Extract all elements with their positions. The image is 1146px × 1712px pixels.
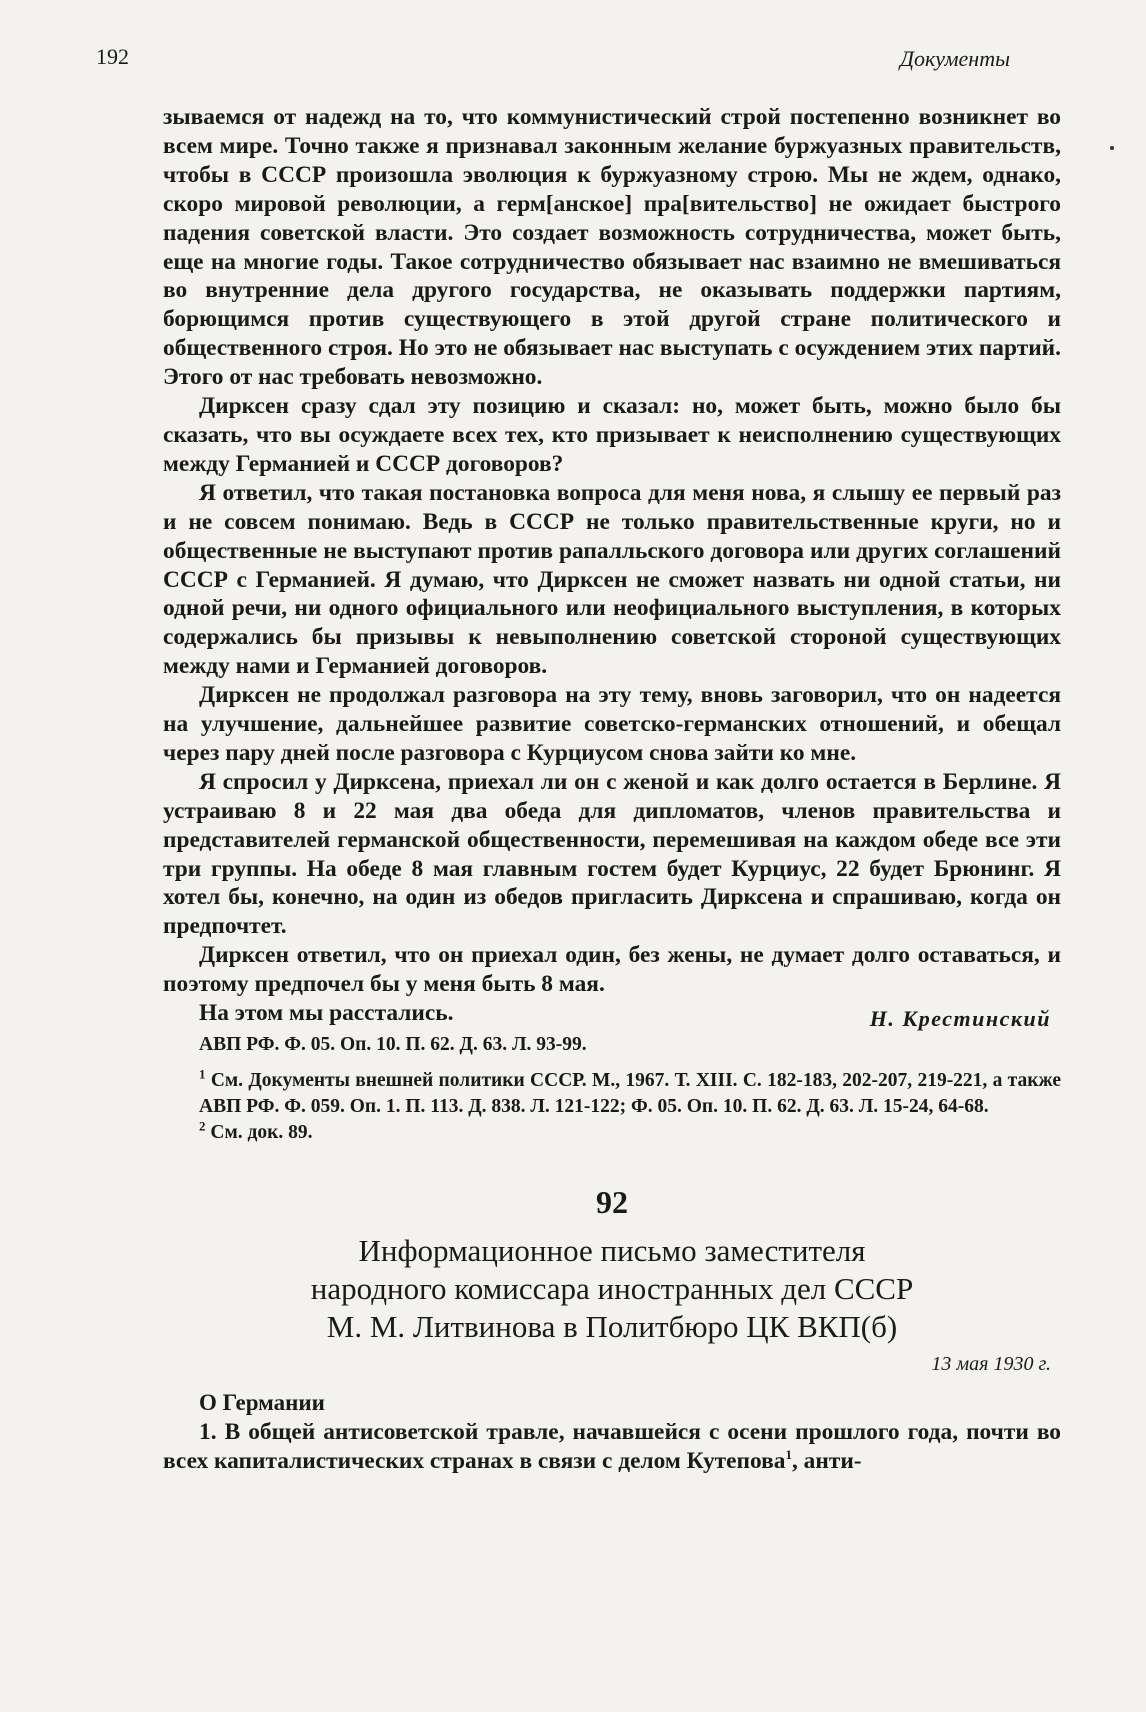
document-number: 92 — [596, 1184, 628, 1221]
main-text — [163, 103, 1061, 1476]
title-line: народного комиссара иностранных дел СССР — [310, 1271, 914, 1307]
footnote-mark: 2 — [199, 1118, 206, 1134]
closing-line: На этом мы расстались. — [199, 1000, 454, 1027]
page-number: 192 — [96, 44, 129, 69]
footnote-text: См. док. 89. — [210, 1122, 313, 1144]
paragraph: Я ответил, что такая постановка вопроса для меня нова, я слышу ее первый раз и не совсем понимаю. Ведь в СССР не только правительственные круги, но и общественные не выступают против рапалльского договора или других соглашений СССР с Германией. Я думаю, что Дирксен не сможет назвать ни одной статьи, ни одной речи, ни одного официального или неофициального выступления, в которых содержались бы призывы к невыполнению советской стороной существующих между нами и Германией договоров. — [163, 479, 1061, 680]
paragraph: Дирксен ответил, что он приехал один, без жены, не думает долго оставаться, и поэтому предпочел бы у меня быть 8 мая. — [163, 942, 1061, 998]
footnote-mark: 1 — [199, 1066, 206, 1082]
closing-row — [163, 999, 1061, 1032]
document-date: 13 мая 1930 г. — [931, 1353, 1051, 1376]
title-line: Информационное письмо заместителя — [358, 1233, 866, 1269]
footnote-text: См. Документы внешней политики СССР. М., 1967. Т. XIII. С. 182-183, 202-207, 219-221, а также АВП РФ. Ф. 059. Оп. 1. П. 113. Д. 838. Л. 121-122; Ф. 05. Оп. 10. П. 62. Д. 63. Л. 15-24, 64-68. — [199, 1070, 1062, 1118]
margin-dot — [1110, 146, 1114, 150]
paragraph-text: 1. В общей антисоветской травле, начавшейся с осени прошлого года, почти во всех капиталистических странах в связи с делом Кутепова — [163, 1418, 1061, 1474]
archive-reference: АВП РФ. Ф. 05. Оп. 10. П. 62. Д. 63. Л. 93-99. — [199, 1034, 587, 1056]
paragraph — [163, 1418, 1061, 1476]
paragraph-tail: , анти- — [791, 1447, 862, 1474]
document-title — [163, 1232, 1061, 1346]
paragraph: Я спросил у Дирксена, приехал ли он с женой и как долго остается в Берлине. Я устраиваю 8 и 22 мая два обеда для дипломатов, членов правительства и представителей германской общественности, перемешивая на каждом обеде все эти три группы. На обеде 8 мая главным гостем будет Курциус, 22 будет Брюнинг. Я хотел бы, конечно, на один из обедов пригласить Дирксена и спрашиваю, когда он предпочтет. — [163, 768, 1061, 940]
footnote — [163, 1120, 1061, 1146]
footnote-ref: 1 — [785, 1447, 792, 1463]
title-line: М. М. Литвинова в Политбюро ЦК ВКП(б) — [326, 1309, 898, 1345]
footnote — [163, 1068, 1061, 1120]
footnotes — [163, 1068, 1061, 1146]
running-title: Документы — [899, 46, 1010, 71]
paragraph: Дирксен сразу сдал эту позицию и сказал: но, может быть, можно было бы сказать, что вы осуждаете всех тех, кто призывает к неисполнению существующих между Германией и СССР договоров? — [163, 393, 1061, 477]
signature: Н. Крестинский — [869, 1006, 1051, 1032]
paragraph: зываемся от надежд на то, что коммунистический строй постепенно возникнет во всем мире. Точно также я признавал законным желание буржуазных правительств, чтобы в СССР произошла эволюция к буржуазному строю. Мы не ждем, однако, скоро мировой революции, а герм[анское] пра[вительство] не ожидает быстрого падения советской власти. Это создает возможность сотрудничества, может быть, еще на многие годы. Такое сотрудничество обязывает нас взаимно не вмешиваться во внутренние дела другого государства, не оказывать поддержки партиям, борющимся против существующего в этой другой стране политического и общественного строя. Но это не обязывает нас выступать с осуждением этих партий. Этого от нас требовать невозможно. — [163, 104, 1061, 391]
section-heading: О Германии — [199, 1390, 325, 1415]
paragraph: Дирксен не продолжал разговора на эту тему, вновь заговорил, что он надеется на улучшение, дальнейшее развитие советско-германских отношений, и обещал через пару дней после разговора с Курциусом снова зайти ко мне. — [163, 682, 1061, 766]
